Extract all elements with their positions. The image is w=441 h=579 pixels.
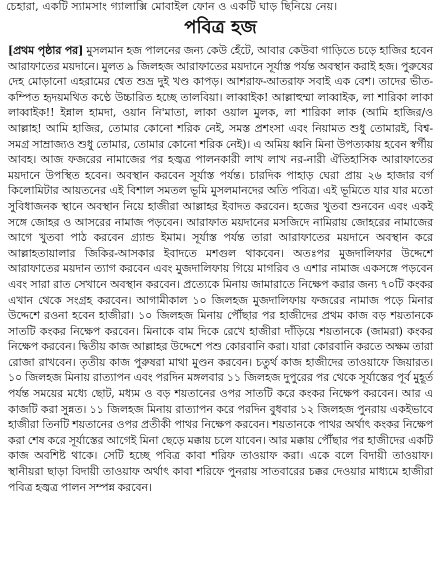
continuation-marker: [প্রথম পৃষ্ঠার পর] (8, 44, 84, 57)
article-title: পবিত্র হজ (184, 17, 257, 38)
article-body (6, 43, 435, 495)
previous-article-tail: চেহারা, একটি স্যামসাং গ্যালাক্সি মোবাইল ফোন ও একটি ঘাড় ছিনিয়ে নেয়। (6, 0, 338, 13)
article-body-text: মুসলমান হজ পালনের জন্য কেউ হেঁটে, আবার কেউবা গাড়িতে চড়ে হাজির হবেন আরাফাতের ময়দানে। মুলত ৯ জিলহজ আরাফাতের ময়দানে সূর্যাস্ত পর্যন্ত অবস্থান করাই হজ। পুরুষের দেহ মোড়ানো এহরামের শ্বেত শুভ্র দুই খণ্ড কাপড়। আশরাফ-আতরাফ সবাই এক বেশ। তাদের ভীত-কম্পিত হৃদয়মথিত কণ্ঠে উচ্চারিত হচ্ছে তালবিয়া। লাব্বাইক! আল্লাহুম্মা লাব্বাইক, লা শারিকা লাকা লাব্বাইক!! ইন্নাল হামদা, ওয়ান নি'মাতা, লাকা ওয়াল মুলক, লা শারিকা লাক (আমি হাজির/ও আল্লাহ! আমি হাজির, তোমার কোনো শরিক নেই, সমস্ত প্রশংসা এবং নিয়ামত শুধু তোমারই, বিশ্ব-সমগ্র সাম্রাজ্যও শুধু তোমার, তোমার কোনো শরিক নেই)। এ অমিয় ধ্বনি মিনা উপত্যকায় হবেন স্বর্গীয় আবহ। আজ ফজরের নামাজের পর হজ্বত্র পালনকারী লাখ লাখ নর-নারী ঐতিহাসিক আরাফাতের ময়দানে উপস্থিত হবেন। অবস্থান করবেন সূর্যাস্ত পর্যন্ত। চারদিক পাহাড় ঘেরা প্রায় ২৬ হাজার বর্গ কিলোমিটার আয়তনের এই বিশাল সমতল ভূমি মুসলমানদের অতি পবিত্র। এই ভূমিতে যার যার মতো সুবিধাজনক স্থানে অবস্থান নিয়ে হাজীরা আল্লাহর ইবাদত করবেন। হজের খুতবা শুনবেন এবং একই সঙ্গে জোহর ও আসরের নামাজ পড়বেন। আরাফাত ময়দানের মসজিদে নামিরায় জোহরের নামাজের আগে খুতবা পাঠ করবেন গ্র্যান্ড ইমাম। সূর্যাস্ত পর্যন্ত তারা আরাফাতের ময়দানে অবস্থান করে আল্লাহতায়ালার জিকির-আসকার ইবাদতে মশগুল থাকবেন। অতঃপর মুজদালিফার উদ্দেশে আরাফাতের ময়দান ত্যাগ করবেন এবং মুজদালিফায় গিয়ে মাগরিব ও এশার নামাজ একসঙ্গে পড়বেন এবং সারা রাত সেখানে অবস্থান করবেন। প্রত্যেকে মিনায় জামারাতে নিক্ষেপ করার জন্য ৭০টি কংকর এখান থেকে সংগ্রহ করবেন। আগামীকাল ১০ জিলহজ মুজদালিফায় ফজরের নামাজ পড়ে মিনার উদ্দেশে রওনা হবেন হাজীরা। ১০ জিলহজ মিনায় পৌঁছার পর হাজীদের প্রথম কাজ বড় শয়তানকে সাতটি কংকর নিক্ষেপ করবেন। মিনাকে বাম দিকে রেখে হাজীরা দাঁড়িয়ে শয়তানকে (জামরা) কংকর নিক্ষেপ করবেন। দ্বিতীয় কাজ আল্লাহর উদ্দেশে পশু কোরবানি করা। যারা কোরবানি করতে অক্ষম তারা রোজা রাখবেন। তৃতীয় কাজ পুরুষরা মাথা মুণ্ডন করবেন। চতুর্থ কাজ হাজীদের তাওয়াফে জিয়ারত। ১০ জিলহজ মিনায় রাত্যাপন এবং পরদিন মঙ্গলবার ১১ জিলহজ দুপুরের পর থেকে সূর্যাস্তের পূর্ব মুহূর্ত পর্যন্ত সময়ের মধ্যে ছোট, মধ্যম ও বড় শয়তানের ওপর সাতটি করে কংকর নিক্ষেপ করবেন। আর এ কাজটি করা সুন্নত। ১১ জিলহজ মিনায় রাত্যাপন করে পরদিন বুধবার ১২ জিলহজ পুনরায় একইভাবে হাজীরা তিনটি শয়তানের ওপর প্রতীকী পাথর নিক্ষেপ করবেন। শয়তানকে পাথর অর্থাৎ কংকর নিক্ষেপ করা শেষ করে সূর্যাস্তের আগেই মিনা ছেড়ে মক্কায় চলে যাবেন। আর মক্কায় পৌঁছার পর হাজীদের একটি কাজ অবশিষ্ট থাকে। সেটি হচ্ছে পবিত্র কাবা শরিফ তাওয়াফ করা। একে বলে বিদায়ী তাওয়াফ। স্থানীয়রা ছাড়া বিদায়ী তাওয়াফ অর্থাৎ কাবা শরিফে পুনরায় সাতবারের চক্কর দেওয়ার মাধ্যমে হাজীরা পবিত্র হজ্বত্র পালন সম্পন্ন করবেন। (8, 44, 433, 494)
